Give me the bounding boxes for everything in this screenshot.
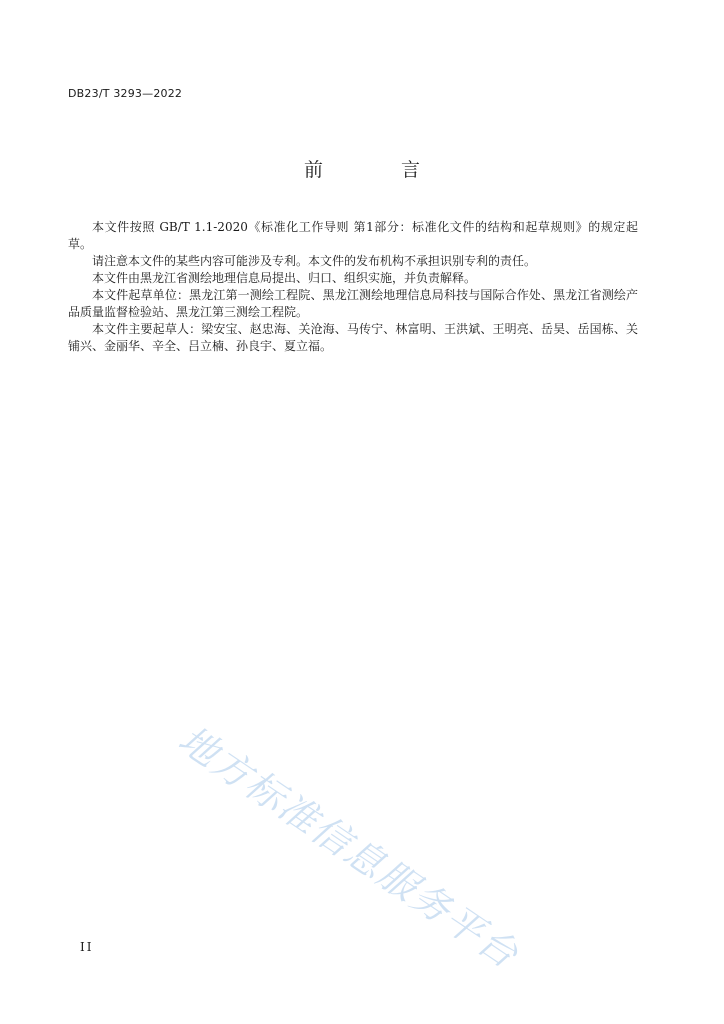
paragraph-drafting-rules: 本文件按照 GB/T 1.1-2020《标准化工作导则 第1部分：标准化文件的结构和起草规则》的规定起草。 <box>68 220 638 251</box>
paragraph-drafting-units: 本文件起草单位：黑龙江第一测绘工程院、黑龙江测绘地理信息局科技与国际合作处、黑龙江省测绘产品质量监督检验站、黑龙江第三测绘工程院。 <box>68 288 638 319</box>
page-number: II <box>80 940 94 954</box>
header-standard-code: DB23/T 3293—2022 <box>68 87 183 100</box>
paragraph-patent-notice: 请注意本文件的某些内容可能涉及专利。本文件的发布机构不承担识别专利的责任。 <box>92 254 537 268</box>
watermark: 地方标准信息服务平台 <box>170 717 527 978</box>
paragraph-drafters: 本文件主要起草人：梁安宝、赵忠海、关沧海、马传宁、林富明、王洪斌、王明亮、岳昊、岳国栋、关铺兴、金丽华、辛全、吕立楠、孙良宇、夏立福。 <box>68 322 638 353</box>
page-title: 前 言 <box>303 159 457 181</box>
foreword-body <box>68 219 638 355</box>
paragraph-proposer: 本文件由黑龙江省测绘地理信息局提出、归口、组织实施，并负责解释。 <box>92 271 477 285</box>
